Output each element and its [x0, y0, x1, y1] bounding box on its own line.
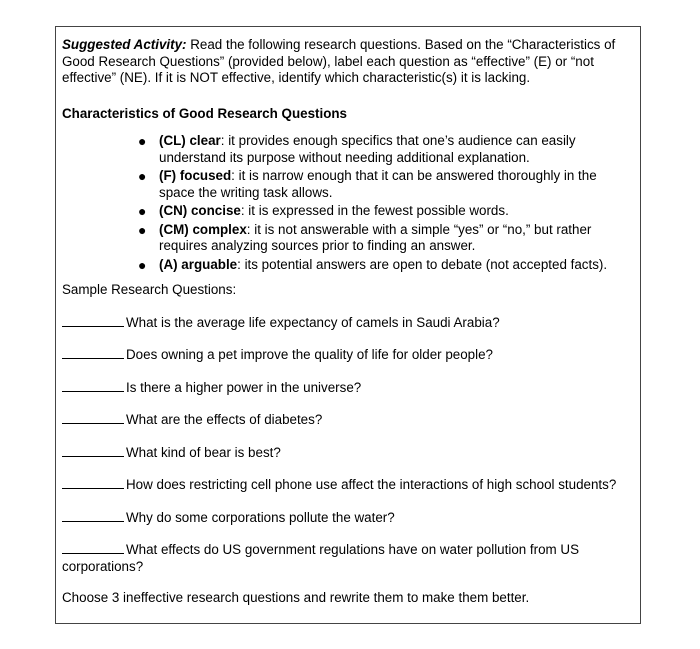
worksheet-box	[55, 26, 641, 624]
research-question	[62, 509, 634, 527]
bullet-icon: ●	[138, 168, 147, 184]
characteristic-term: (A) arguable	[159, 256, 238, 272]
answer-blank[interactable]	[62, 444, 124, 457]
research-question	[62, 346, 634, 364]
research-question	[62, 541, 634, 575]
characteristic-desc: : its potential answers are open to debate (not accepted facts).	[237, 256, 608, 272]
research-question	[62, 314, 634, 332]
characteristics-list	[62, 133, 634, 273]
research-question	[62, 476, 634, 494]
answer-blank[interactable]	[62, 476, 124, 489]
characteristic-item	[138, 203, 634, 220]
research-question	[62, 411, 634, 429]
activity-instructions	[62, 37, 634, 87]
characteristic-item	[138, 133, 634, 166]
characteristic-term: (CN) concise	[159, 203, 241, 218]
question-text: Is there a higher power in the universe?	[126, 379, 362, 395]
research-question	[62, 444, 634, 462]
bullet-icon: ●	[138, 256, 147, 273]
sample-questions-heading: Sample Research Questions:	[62, 282, 237, 297]
characteristic-desc: : it is narrow enough that it can be answered thoroughly in the space the writing task allows.	[159, 168, 597, 200]
answer-blank[interactable]	[62, 509, 124, 522]
bullet-icon: ●	[138, 221, 147, 238]
answer-blank[interactable]	[62, 346, 124, 359]
characteristic-term: (F) focused	[159, 168, 232, 183]
characteristics-heading: Characteristics of Good Research Questions	[62, 105, 348, 121]
characteristic-item	[138, 168, 634, 201]
answer-blank[interactable]	[62, 379, 124, 392]
answer-blank[interactable]	[62, 314, 124, 327]
question-text: What effects do US government regulations have on water pollution from US corporations?	[62, 542, 580, 574]
question-text: What is the average life expectancy of camels in Saudi Arabia?	[126, 314, 500, 330]
activity-text: Read the following research questions. Based on the “Characteristics of Good Research Questions” (provided below), label each question as “effective” (E) or “not effective” (NE). If it is NOT effective, identify which characteristic(s) it is lacking.	[62, 37, 616, 85]
bullet-icon: ●	[138, 133, 147, 149]
characteristic-desc: : it is expressed in the fewest possible words.	[240, 203, 509, 218]
characteristic-term: (CL) clear	[159, 133, 221, 148]
question-text: What kind of bear is best?	[126, 444, 281, 460]
characteristic-desc: : it is not answerable with a simple “yes” or “no,” but rather requires analyzing sources prior to finding an answer.	[159, 221, 592, 253]
activity-lead: Suggested Activity:	[62, 37, 187, 52]
question-text: Does owning a pet improve the quality of life for older people?	[126, 347, 493, 362]
bullet-icon: ●	[138, 203, 147, 219]
characteristic-item	[138, 256, 634, 274]
rewrite-instructions: Choose 3 ineffective research questions and rewrite them to make them better.	[62, 590, 530, 605]
characteristic-desc: : it provides enough specifics that one’s audience can easily understand its purpose without needing additional explanation.	[159, 133, 576, 165]
question-text: How does restricting cell phone use affect the interactions of high school students?	[126, 477, 617, 492]
question-text: Why do some corporations pollute the water?	[126, 509, 395, 525]
characteristic-item	[138, 221, 634, 255]
answer-blank[interactable]	[62, 411, 124, 424]
question-text: What are the effects of diabetes?	[126, 412, 323, 427]
characteristic-term: (CM) complex	[159, 221, 247, 237]
research-question	[62, 379, 634, 397]
answer-blank[interactable]	[62, 541, 124, 554]
